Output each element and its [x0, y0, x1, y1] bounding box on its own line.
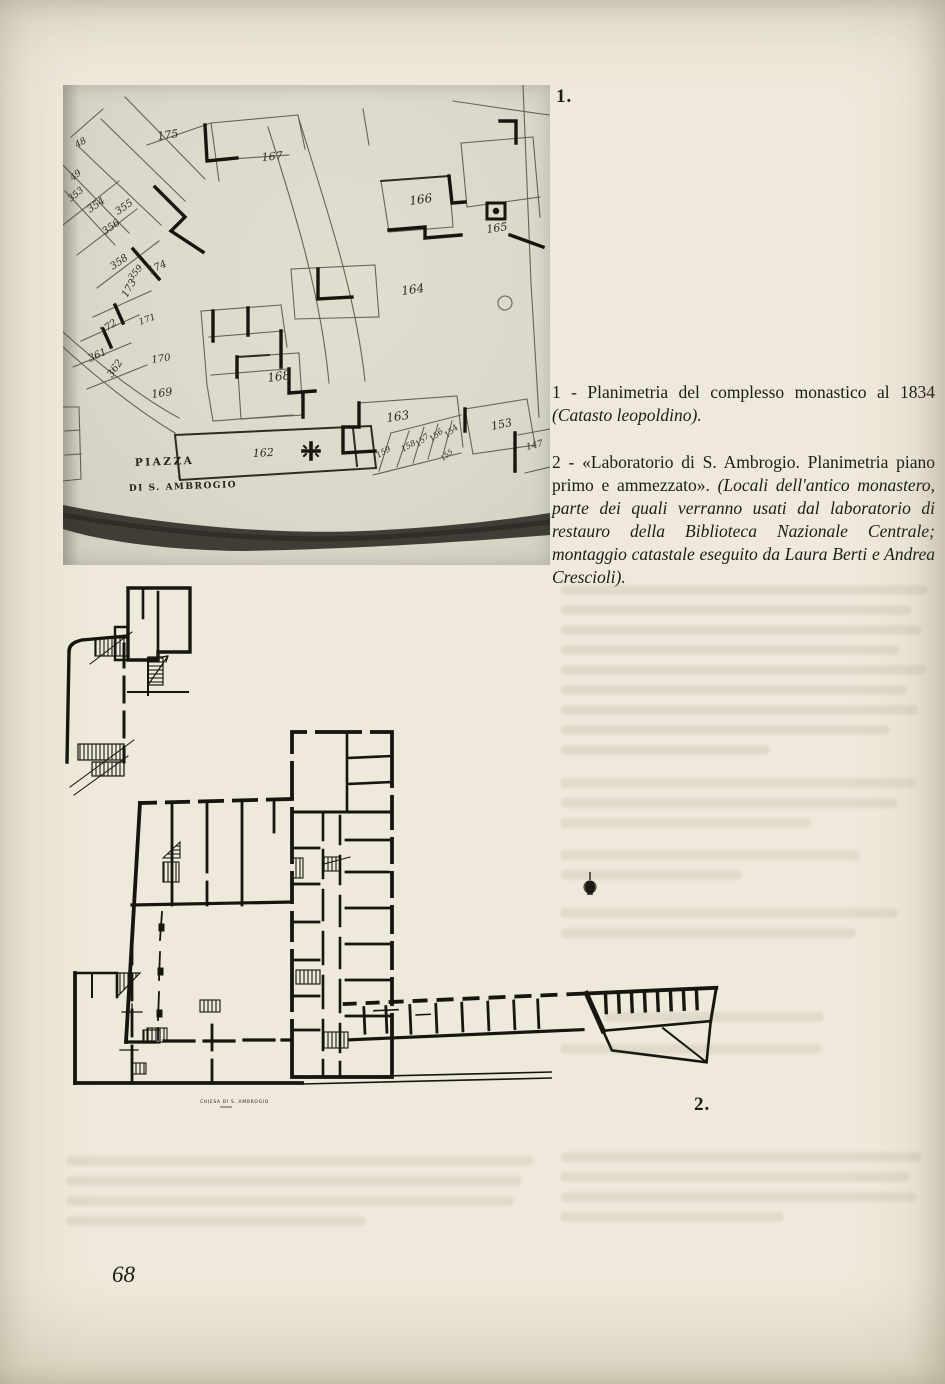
plan-wing-horizontal — [345, 988, 720, 1078]
parcel-number: 355 — [113, 197, 136, 218]
map-circle-mark — [498, 296, 512, 310]
plan-wing-vertical — [292, 732, 392, 1077]
parcel-number: 165 — [485, 220, 509, 236]
caption-2-text: 2 - «Laboratorio di S. Ambrogio. Planimetria piano primo e ammezzato». — [552, 452, 935, 495]
caption-2 — [552, 451, 935, 589]
parcel-number: 170 — [150, 352, 172, 366]
show-through-text — [66, 1156, 534, 1166]
show-through-text — [560, 778, 916, 788]
piazza-label: PIAZZA — [134, 454, 195, 469]
show-through-text — [560, 818, 812, 828]
show-through-text — [66, 1176, 522, 1186]
show-through-text — [560, 1044, 822, 1054]
church-cross-icon — [303, 443, 319, 459]
parcel-number: 154 — [442, 422, 460, 440]
plan-block-lower-left — [75, 940, 302, 1083]
show-through-text — [560, 1152, 922, 1162]
parcel-number: 172 — [97, 317, 120, 338]
parcel-number: 354 — [85, 195, 108, 216]
caption-2-italic: (Locali dell'antico monastero, parte dei quali verranno usati dal laboratorio di restauro della Biblioteca Nazionale Centrale; montaggio catastale eseguito da Laura Berti e Andrea Crescioli). — [552, 475, 935, 587]
parcel-number: 362 — [105, 357, 126, 380]
parcel-number: 353 — [66, 185, 87, 205]
show-through-text — [560, 928, 856, 938]
parcel-number: 158 — [399, 438, 418, 454]
page-number: 68 — [112, 1262, 135, 1287]
parcel-number: 166 — [408, 190, 434, 208]
map-parcel-labels — [67, 127, 545, 462]
show-through-text — [560, 645, 900, 655]
show-through-text — [560, 1192, 916, 1202]
show-through-text — [560, 870, 742, 880]
parcel-number: 147 — [525, 438, 545, 453]
parcel-number: 169 — [150, 385, 174, 401]
parcel-number: 174 — [146, 258, 169, 277]
show-through-text — [560, 908, 898, 918]
piazza-label: DI S. AMBROGIO — [128, 480, 238, 494]
parcel-number: 173 — [120, 277, 140, 300]
caption-1-italic: (Catasto leopoldino). — [552, 405, 702, 425]
figure-map-photo — [63, 85, 550, 565]
show-through-text — [560, 705, 918, 715]
caption-1 — [552, 381, 935, 427]
show-through-text — [560, 1172, 910, 1182]
show-through-text — [560, 685, 908, 695]
parcel-number: 163 — [385, 407, 411, 425]
show-through-text — [560, 605, 912, 615]
show-through-text — [66, 1196, 514, 1206]
show-through-text — [560, 585, 928, 595]
figure-number-2: 2. — [694, 1094, 711, 1115]
caption-1-text: 1 - Planimetria del complesso monastico al 1834 — [552, 382, 935, 402]
map-drawing — [63, 85, 550, 565]
parcel-number: 48 — [73, 136, 89, 151]
show-through-text — [604, 1012, 824, 1022]
map-thick-walls — [103, 121, 543, 471]
parcel-number: 164 — [400, 280, 426, 298]
show-through-text — [66, 1216, 366, 1226]
show-through-text — [560, 625, 922, 635]
parcel-number: 356 — [100, 217, 123, 238]
parcel-number: 175 — [156, 127, 180, 143]
parcel-number: 157 — [413, 431, 431, 449]
show-through-text — [560, 745, 770, 755]
plan-block-top — [90, 588, 190, 664]
parcel-number: 167 — [261, 149, 284, 164]
photo-edge-shadow — [63, 85, 79, 565]
parcel-number: 49 — [68, 168, 84, 184]
chapel-square-icon — [487, 203, 505, 219]
show-through-text — [560, 665, 926, 675]
parcel-number: 359 — [126, 263, 146, 283]
parcel-number: 153 — [489, 415, 514, 433]
parcel-number: 361 — [86, 346, 109, 365]
show-through-text — [560, 1212, 784, 1222]
show-through-text — [560, 725, 890, 735]
parcel-number: 171 — [137, 312, 158, 328]
parcel-number: 168 — [266, 367, 292, 385]
parcel-number: 159 — [374, 444, 393, 460]
church-label: CHIESA DI S. AMBROGIO — [200, 1100, 269, 1105]
figure-number-1: 1. — [556, 86, 573, 107]
parcel-number: 162 — [252, 445, 275, 460]
parcel-number: 155 — [439, 447, 455, 463]
parcel-number: 358 — [108, 252, 131, 273]
show-through-text — [560, 798, 898, 808]
show-through-text — [560, 850, 860, 860]
parcel-number: 156 — [427, 426, 445, 444]
